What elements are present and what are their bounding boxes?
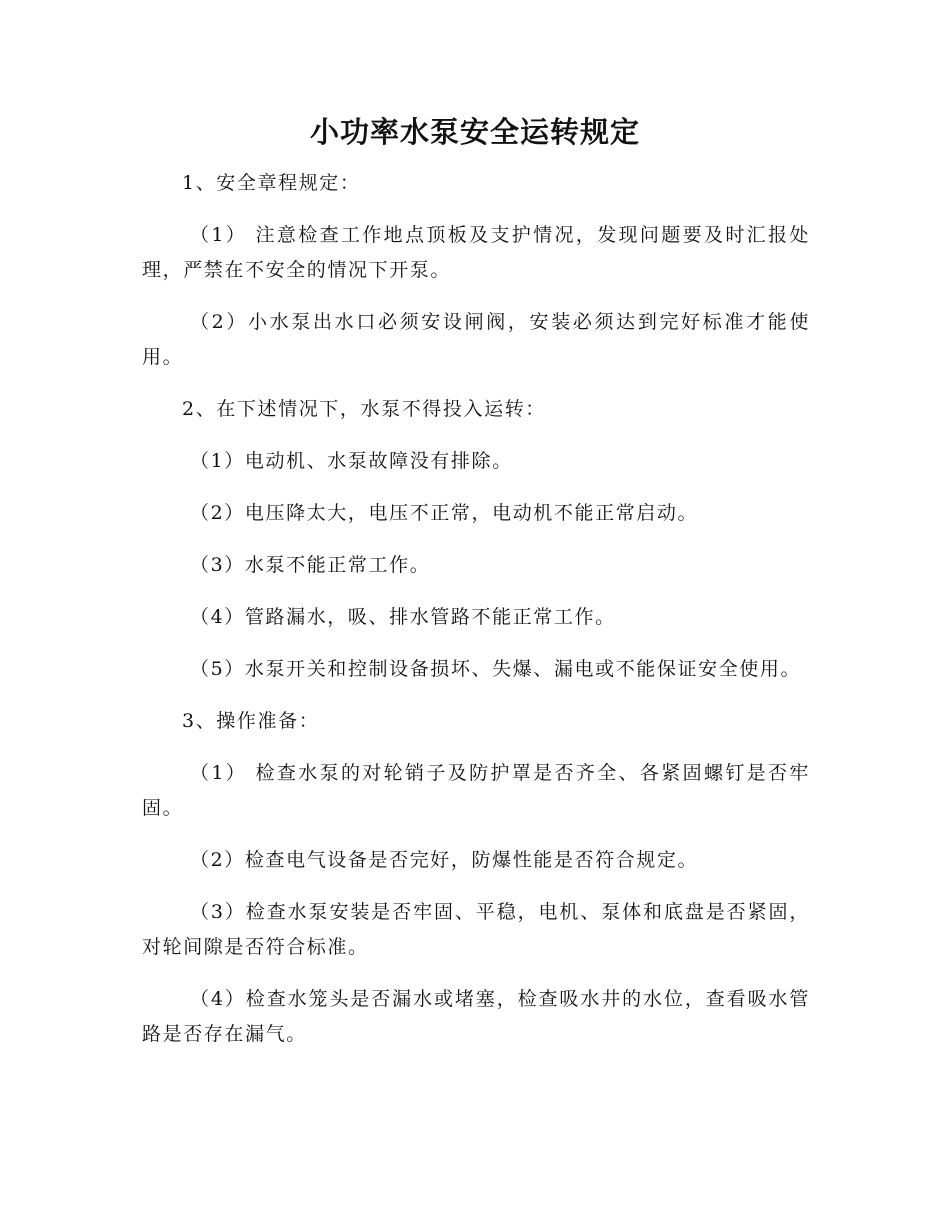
- section-2-item-5: （5）水泵开关和控制设备损坏、失爆、漏电或不能保证安全使用。: [190, 658, 802, 680]
- section-heading-1: 1、安全章程规定：: [182, 172, 361, 194]
- section-heading-3: 3、操作准备：: [182, 710, 320, 732]
- document-body: [142, 166, 810, 1069]
- section-2-item-4: （4）管路漏水，吸、排水管路不能正常工作。: [190, 606, 616, 628]
- section-3-item-3: （3）检查水泵安装是否牢固、平稳，电机、泵体和底盘是否紧固，对轮间隙是否符合标准。: [142, 901, 810, 958]
- section-2-item-3: （3）水泵不能正常工作。: [190, 554, 431, 576]
- section-2-item-2: （2）电压降太大，电压不正常，电动机不能正常启动。: [190, 502, 699, 524]
- section-2-item-1: （1）电动机、水泵故障没有排除。: [190, 450, 513, 472]
- section-1-item-1: （1） 注意检查工作地点顶板及支护情况，发现问题要及时汇报处理，严禁在不安全的情况下开泵。: [142, 224, 810, 281]
- section-3-item-4: （4）检查水笼头是否漏水或堵塞，检查吸水井的水位，查看吸水管路是否存在漏气。: [142, 988, 810, 1045]
- section-3-item-1: （1） 检查水泵的对轮销子及防护罩是否齐全、各紧固螺钉是否牢固。: [142, 762, 810, 819]
- document-title: 小功率水泵安全运转规定: [309, 115, 640, 149]
- section-1-item-2: （2）小水泵出水口必须安设闸阀，安装必须达到完好标准才能使用。: [142, 311, 810, 368]
- section-heading-2: 2、在下述情况下，水泵不得投入运转：: [182, 398, 546, 420]
- section-3-item-2: （2）检查电气设备是否完好，防爆性能是否符合规定。: [190, 849, 699, 871]
